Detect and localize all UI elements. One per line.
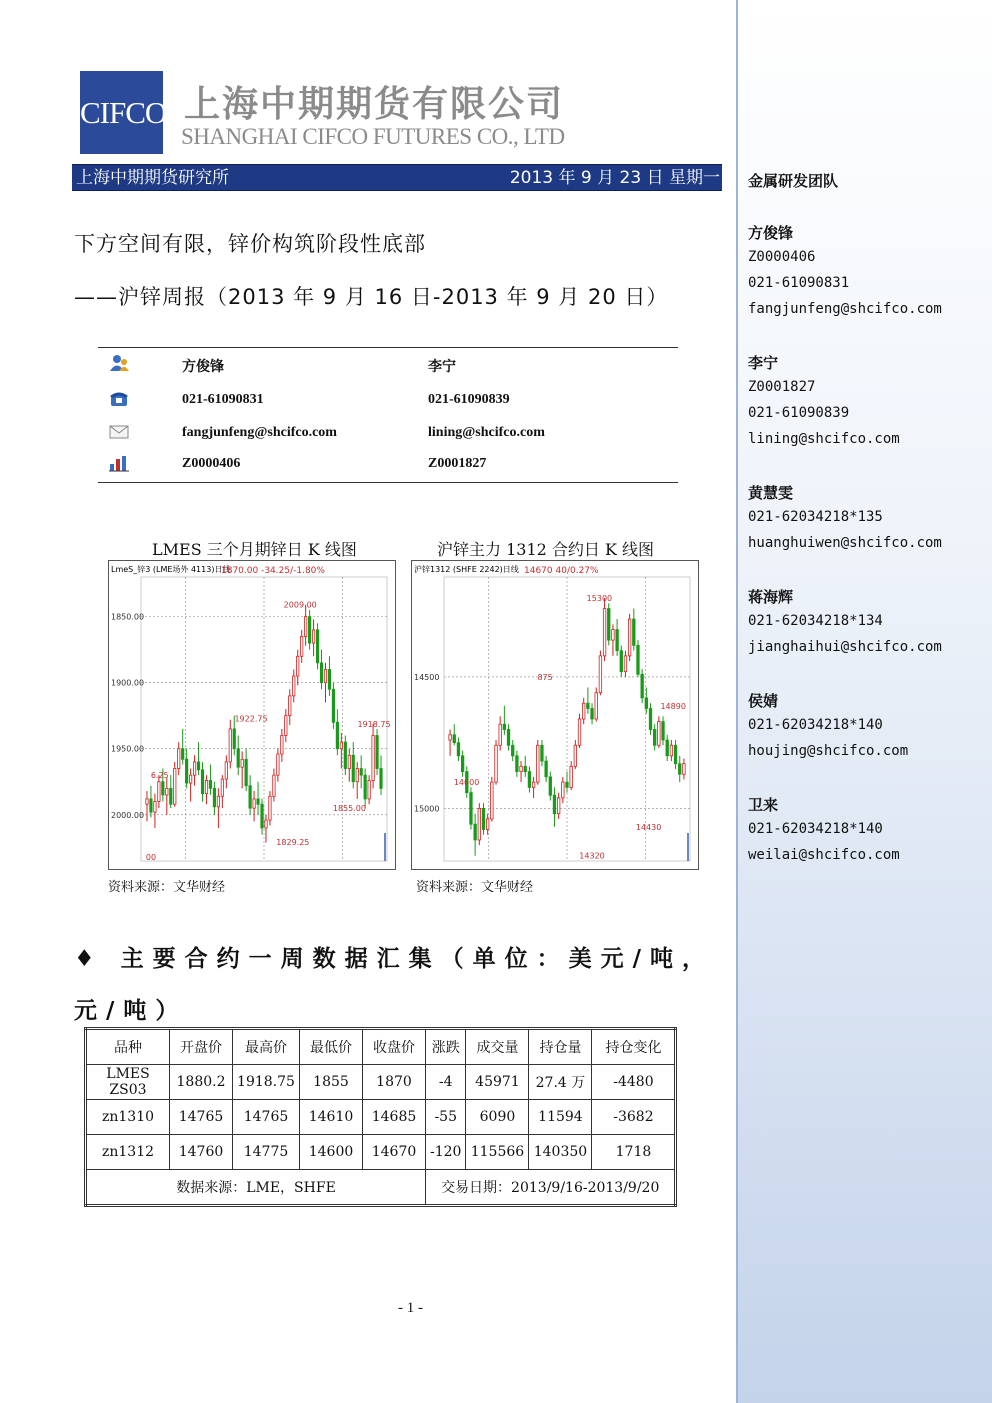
- candle-body: [670, 745, 673, 756]
- price-annotation: 14890: [660, 701, 686, 711]
- candle-body: [595, 693, 598, 719]
- contact-license-b: Z0001827: [428, 456, 487, 471]
- table-cell: 6090: [466, 1100, 529, 1135]
- candle-body: [205, 780, 207, 793]
- price-annotation: 14600: [453, 778, 480, 788]
- candle-body: [603, 609, 606, 656]
- table-cell: 1870: [363, 1065, 426, 1100]
- report-title: 下方空间有限，锌价构筑阶段性底部: [74, 232, 426, 256]
- table-cell: -4480: [592, 1065, 676, 1100]
- table-header-cell: 持仓量: [529, 1029, 592, 1065]
- candle-body: [185, 759, 187, 783]
- contact-row-email: [98, 421, 678, 445]
- candle-body: [178, 749, 180, 769]
- table-cell: 45971: [466, 1065, 529, 1100]
- table-cell: 27.4 万: [529, 1065, 592, 1100]
- candle-body: [304, 617, 306, 637]
- contact-name-b: 李宁: [428, 360, 456, 375]
- contact-row-license: [98, 452, 678, 476]
- candle-body: [348, 755, 350, 768]
- table-cell: 1918.75: [233, 1065, 300, 1100]
- candle-body: [683, 764, 686, 775]
- sidebar-team-title: 金属研发团队: [748, 172, 839, 190]
- candle-body: [599, 656, 602, 693]
- sidebar-member-line: 021-62034218*140: [748, 821, 883, 837]
- candle-body: [653, 730, 656, 746]
- candle-body: [289, 696, 291, 716]
- table-cell: 14600: [300, 1135, 363, 1170]
- candle-body: [612, 630, 615, 641]
- chart-header-label: LmeS_锌3 (LME场外 4113)日线: [111, 565, 231, 574]
- candle-body: [620, 651, 623, 672]
- candle-body: [658, 722, 661, 746]
- sidebar-member-line: Z0001827: [748, 379, 816, 395]
- table-cell: 14670: [363, 1135, 426, 1170]
- candle-body: [470, 793, 473, 825]
- sidebar-member-line: houjing@shcifco.com: [748, 743, 909, 759]
- company-en-name: SHANGHAI CIFCO FUTURES CO., LTD: [181, 124, 565, 149]
- table-footer-source: 数据来源：LME，SHFE: [86, 1170, 426, 1206]
- candle-body: [582, 703, 585, 719]
- candle-body: [591, 708, 594, 719]
- phone-icon: [108, 390, 130, 408]
- candle-body: [457, 743, 460, 756]
- candle-body: [616, 630, 619, 651]
- candle-body: [273, 775, 275, 796]
- candle-body: [356, 769, 358, 782]
- table-header-cell: 最低价: [300, 1029, 363, 1065]
- candle-body: [162, 782, 164, 795]
- candle-body: [474, 824, 477, 840]
- candle-body: [197, 762, 199, 770]
- candle-body: [336, 722, 338, 748]
- table-header-row: [86, 1029, 676, 1065]
- candle-body: [545, 761, 548, 777]
- candle-body: [587, 703, 590, 708]
- table-cell: 11594: [529, 1100, 592, 1135]
- y-tick-label: 1900.00: [111, 678, 145, 688]
- table-cell: 14775: [233, 1135, 300, 1170]
- price-annotation: 1829.25: [276, 838, 310, 848]
- candle-body: [507, 730, 510, 746]
- price-annotation: 6.25: [150, 771, 169, 781]
- candle-body: [181, 749, 183, 760]
- candle-body: [269, 796, 271, 820]
- candle-body: [229, 729, 231, 762]
- candle-body: [662, 722, 665, 740]
- sidebar-member-line: 021-61090839: [748, 405, 850, 421]
- candle-body: [158, 782, 160, 802]
- table-header-cell: 成交量: [466, 1029, 529, 1065]
- contact-name-a: 方俊锋: [182, 360, 224, 375]
- candle-body: [154, 802, 156, 813]
- candle-body: [608, 609, 611, 641]
- sidebar-member-name: 黄慧雯: [748, 484, 794, 502]
- page-number: - 1 -: [398, 1300, 423, 1316]
- candle-body: [261, 804, 263, 828]
- candle-body: [237, 749, 239, 767]
- candle-body: [150, 799, 152, 812]
- author-contact-block: [98, 347, 678, 483]
- price-annotation: 875: [537, 672, 553, 682]
- chart-source-shfe: 资料来源：文华财经: [416, 880, 534, 895]
- chart-source-lme: 资料来源：文华财经: [108, 880, 226, 895]
- candle-body: [516, 756, 519, 772]
- chart-header-label: 沪锌1312 (SHFE 2242)日线: [414, 565, 519, 574]
- table-row: [86, 1100, 676, 1135]
- table-cell: LMES ZS03: [86, 1065, 170, 1100]
- table-cell: 140350: [529, 1135, 592, 1170]
- candle-body: [213, 788, 215, 806]
- sidebar-member-line: huanghuiwen@shcifco.com: [748, 535, 942, 551]
- sidebar-member-line: lining@shcifco.com: [748, 431, 900, 447]
- candle-body: [511, 745, 514, 756]
- table-cell: 14765: [170, 1100, 233, 1135]
- candle-body: [241, 759, 243, 767]
- candle-body: [566, 782, 569, 787]
- table-footer-date: 交易日期：2013/9/16-2013/9/20: [426, 1170, 676, 1206]
- candle-body: [570, 766, 573, 787]
- sidebar-member-line: jianghaihui@shcifco.com: [748, 639, 942, 655]
- y-tick-label: 2000.00: [111, 810, 145, 820]
- chart-title-shfe: 沪锌主力 1312 合约日 K 线图: [437, 540, 655, 559]
- table-cell: zn1310: [86, 1100, 170, 1135]
- candle-body: [221, 779, 223, 796]
- table-cell: -3682: [592, 1100, 676, 1135]
- candle-body: [578, 719, 581, 745]
- candle-body: [562, 782, 565, 798]
- candle-body: [532, 782, 535, 787]
- candle-body: [146, 799, 148, 804]
- sidebar-member-name: 方俊锋: [748, 224, 794, 242]
- y-tick-label: 14500: [414, 672, 440, 682]
- table-row: [86, 1065, 676, 1100]
- candle-body: [641, 674, 644, 698]
- candle-body: [495, 745, 498, 782]
- candle-body: [482, 808, 485, 829]
- sidebar-member-name: 李宁: [748, 354, 779, 372]
- table-cell: zn1312: [86, 1135, 170, 1170]
- banner-institute: 上海中期期货研究所: [76, 168, 229, 188]
- sidebar-member-name: 卫来: [748, 796, 779, 814]
- candle-body: [217, 796, 219, 807]
- table-cell: 14610: [300, 1100, 363, 1135]
- sidebar-member-line: 021-62034218*134: [748, 613, 883, 629]
- table-header-cell: 开盘价: [170, 1029, 233, 1065]
- chart-header-values: 14670 40/0.27%: [524, 566, 599, 576]
- candle-body: [503, 724, 506, 729]
- contact-license-a: Z0000406: [182, 456, 241, 471]
- table-cell: 1718: [592, 1135, 676, 1170]
- table-row: [86, 1135, 676, 1170]
- candle-body: [320, 663, 322, 683]
- candle-body: [624, 656, 627, 672]
- candle-body: [225, 762, 227, 779]
- sidebar-member-name: 侯婧: [748, 692, 779, 710]
- candle-body: [372, 736, 374, 781]
- candle-body: [324, 669, 326, 682]
- candle-body: [209, 780, 211, 788]
- candle-body: [328, 669, 330, 689]
- chart-title-lme: LMES 三个月期锌日 K 线图: [152, 540, 357, 559]
- candle-body: [285, 716, 287, 736]
- candle-body: [557, 798, 560, 814]
- price-annotation: 2009.00: [283, 600, 317, 610]
- candle-body: [628, 619, 631, 656]
- contact-email-a: fangjunfeng@shcifco.com: [182, 425, 337, 440]
- candle-body: [376, 736, 378, 769]
- contact-phone-a: 021-61090831: [182, 392, 264, 407]
- candle-body: [449, 735, 452, 740]
- candle-body: [574, 745, 577, 766]
- candle-body: [277, 754, 279, 775]
- sidebar-member-line: fangjunfeng@shcifco.com: [748, 301, 942, 317]
- candle-body: [174, 769, 176, 805]
- price-annotation: 1855.00: [332, 804, 366, 814]
- candle-body: [499, 724, 502, 745]
- candle-body: [541, 745, 544, 761]
- report-subtitle: ——沪锌周报（2013 年 9 月 16 日-2013 年 9 月 20 日）: [74, 285, 669, 309]
- y-tick-label: 1950.00: [111, 744, 145, 754]
- candle-body: [453, 735, 456, 743]
- sidebar-member-name: 蒋海辉: [748, 588, 794, 606]
- banner-date: 2013 年 9 月 23 日 星期一: [509, 168, 720, 188]
- candle-body: [537, 745, 540, 782]
- candle-body: [491, 782, 494, 819]
- candle-body: [245, 759, 247, 785]
- candle-body: [308, 617, 310, 643]
- candle-body: [193, 762, 195, 775]
- table-header-cell: 最高价: [233, 1029, 300, 1065]
- sidebar-member-line: 021-62034218*135: [748, 509, 883, 525]
- candle-body: [364, 775, 366, 799]
- candle-body: [528, 772, 531, 788]
- table-header-cell: 品种: [86, 1029, 170, 1065]
- candle-body: [637, 645, 640, 674]
- candle-body: [300, 636, 302, 656]
- candle-body: [486, 819, 489, 830]
- y-tick-label: 15000: [414, 804, 440, 814]
- candle-body: [170, 788, 172, 804]
- table-cell: -4: [426, 1065, 466, 1100]
- candle-body: [189, 775, 191, 783]
- table-cell: 14765: [233, 1100, 300, 1135]
- table-cell: 115566: [466, 1135, 529, 1170]
- candle-body: [461, 756, 464, 772]
- price-annotation: 14430: [635, 822, 662, 832]
- candle-body: [360, 769, 362, 776]
- candle-body: [332, 689, 334, 722]
- sidebar-member-line: weilai@shcifco.com: [748, 847, 900, 863]
- candle-body: [368, 780, 370, 798]
- table-cell: 1880.2: [170, 1065, 233, 1100]
- mail-icon: [108, 423, 130, 441]
- table-header-cell: 收盘价: [363, 1029, 426, 1065]
- candle-body: [645, 698, 648, 709]
- candle-body: [524, 766, 527, 771]
- chart-header-values: 1870.00 -34.25/-1.80%: [221, 566, 325, 576]
- candle-body: [249, 786, 251, 808]
- candle-body: [201, 770, 203, 794]
- price-annotation: 15300: [586, 594, 613, 604]
- candle-body: [257, 799, 259, 804]
- candle-body: [281, 736, 283, 754]
- candle-body: [352, 755, 354, 781]
- candle-body: [649, 708, 652, 729]
- y-tick-label: 1850.00: [111, 612, 145, 622]
- company-cn-name: 上海中期期货有限公司: [184, 84, 565, 125]
- price-annotation: 1922.75: [234, 714, 268, 724]
- candle-body: [253, 799, 255, 808]
- table-cell: -55: [426, 1100, 466, 1135]
- lme-kline-chart: [108, 560, 396, 870]
- table-header-cell: 持仓变化: [592, 1029, 676, 1065]
- candle-body: [633, 619, 636, 645]
- contact-email-b: lining@shcifco.com: [428, 425, 545, 440]
- candle-body: [316, 630, 318, 663]
- chart-icon: [108, 454, 130, 472]
- shfe-kline-chart: [411, 560, 699, 870]
- candle-body: [233, 729, 235, 749]
- table-cell: 14685: [363, 1100, 426, 1135]
- price-annotation: 00: [145, 853, 157, 863]
- candle-body: [312, 630, 314, 643]
- price-annotation: 14320: [579, 851, 605, 861]
- candle-body: [678, 764, 681, 775]
- table-cell: 14760: [170, 1135, 233, 1170]
- sidebar-member-line: 021-62034218*140: [748, 717, 883, 733]
- sidebar-member-line: 021-61090831: [748, 275, 850, 291]
- candle-body: [674, 745, 677, 763]
- candle-body: [340, 742, 342, 749]
- header-banner: [72, 164, 722, 191]
- contact-phone-b: 021-61090839: [428, 392, 510, 407]
- table-header-cell: 涨跌: [426, 1029, 466, 1065]
- candle-body: [549, 777, 552, 795]
- section-heading: ♦ 主要合约一周数据汇集（单位：美元/吨，元/吨）: [74, 946, 715, 1024]
- candle-body: [344, 742, 346, 768]
- candle-body: [380, 769, 382, 789]
- table-cell: 1855: [300, 1065, 363, 1100]
- candle-body: [166, 788, 168, 795]
- table-cell: -120: [426, 1135, 466, 1170]
- candle-body: [293, 676, 295, 696]
- candle-body: [478, 808, 481, 840]
- table-footer-row: [86, 1170, 676, 1206]
- contact-row-name: [98, 352, 678, 376]
- price-annotation: 1918.75: [357, 719, 391, 729]
- candle-body: [553, 795, 556, 813]
- candle-body: [520, 766, 523, 771]
- candle-body: [265, 820, 267, 828]
- sidebar-member-line: Z0000406: [748, 249, 816, 265]
- person-icon: [108, 354, 130, 372]
- candle-body: [297, 656, 299, 676]
- weekly-data-table: [84, 1027, 677, 1207]
- contact-row-phone: [98, 388, 678, 412]
- cifco-logo: CIFCO: [80, 71, 163, 154]
- candle-body: [666, 740, 669, 756]
